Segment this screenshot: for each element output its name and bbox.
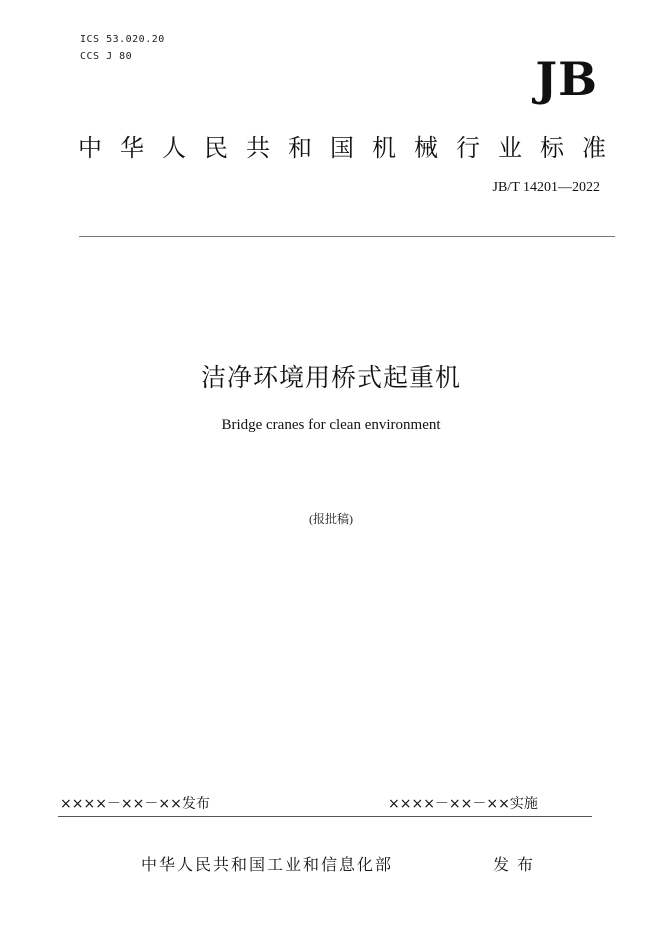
issue-date: ××××－××－××发布 [60, 796, 210, 812]
standard-number: JB/T 14201—2022 [492, 180, 600, 195]
document-title-chinese: 洁净环境用桥式起重机 [200, 363, 461, 392]
jb-logo: JB [535, 52, 598, 106]
bottom-divider [58, 816, 592, 817]
ics-code: ICS 53.020.20 [80, 34, 165, 45]
standard-type-heading: 中华人民共和国机械行业标准 [78, 134, 624, 162]
publisher-name: 中华人民共和国工业和信息化部 [141, 855, 394, 874]
publish-label: 发布 [493, 855, 542, 874]
document-title-english: Bridge cranes for clean environment [221, 417, 441, 433]
ccs-code: CCS J 80 [80, 51, 133, 62]
implementation-date: ××××－××－××实施 [388, 796, 538, 812]
top-divider [79, 236, 615, 237]
draft-status: (报批稿) [309, 512, 353, 526]
